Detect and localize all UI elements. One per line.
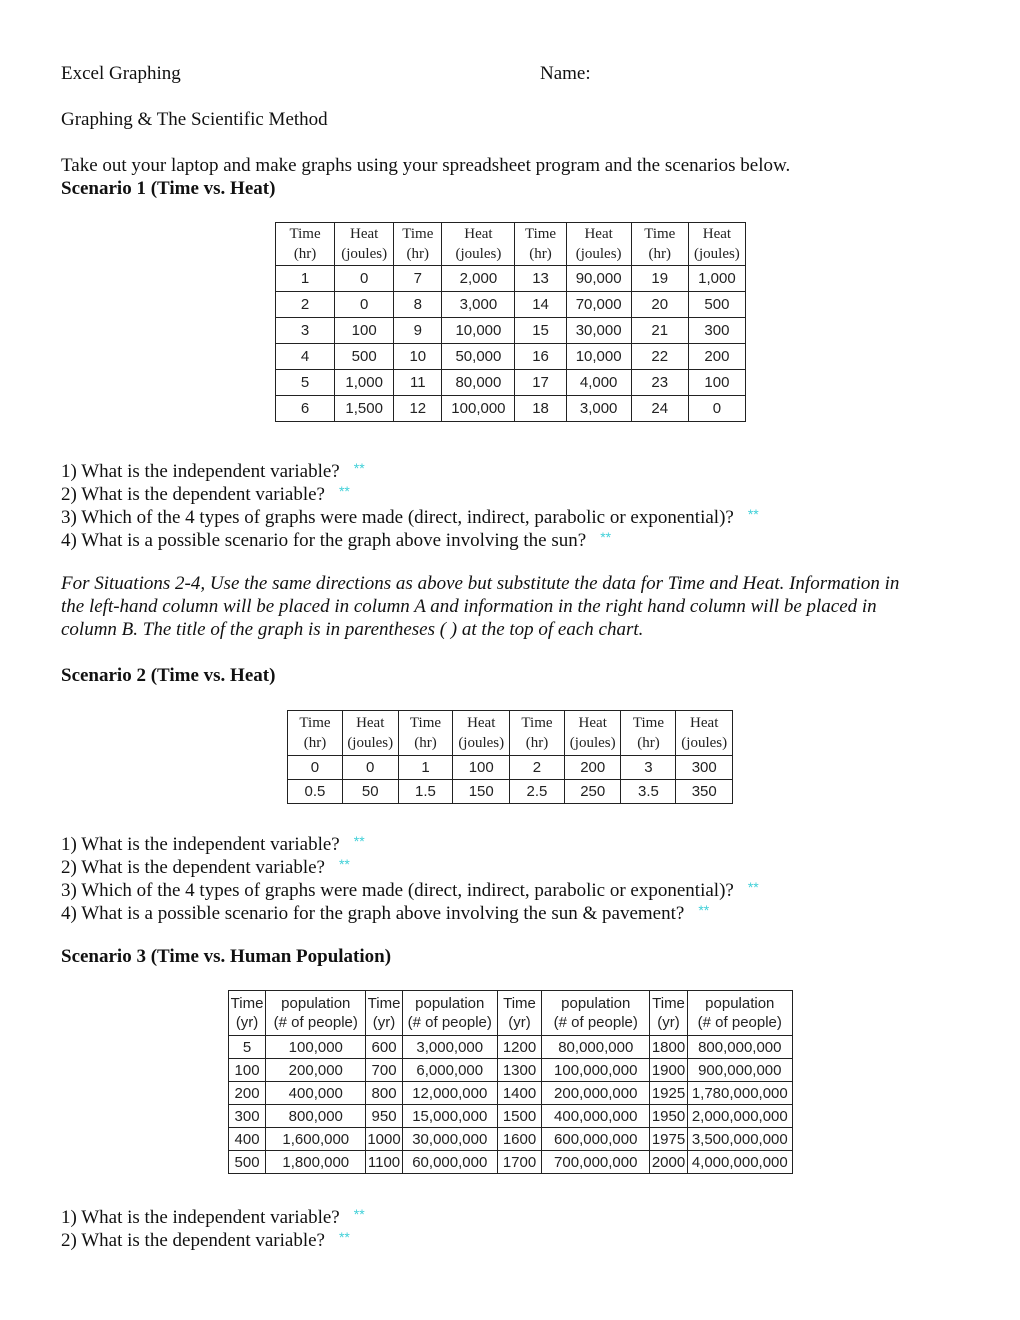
table-cell: 600 bbox=[366, 1036, 402, 1059]
column-header bbox=[335, 223, 394, 266]
column-header bbox=[394, 223, 442, 266]
answer-marker: ** bbox=[698, 902, 710, 918]
table-row bbox=[276, 344, 746, 370]
table-cell: 21 bbox=[631, 318, 688, 344]
column-header bbox=[542, 991, 650, 1036]
table-cell: 10,000 bbox=[442, 318, 515, 344]
table-cell: 2 bbox=[510, 756, 565, 780]
column-header bbox=[688, 223, 745, 266]
header-line: (# of people) bbox=[407, 1014, 492, 1031]
table-cell: 500 bbox=[335, 344, 394, 370]
table-cell: 300 bbox=[676, 756, 733, 780]
table-cell: 3,000,000 bbox=[402, 1036, 497, 1059]
question-2 bbox=[61, 1226, 350, 1252]
header-line: Time bbox=[644, 226, 676, 242]
column-header bbox=[650, 991, 687, 1036]
table-cell: 9 bbox=[394, 318, 442, 344]
table-cell: 400 bbox=[229, 1128, 266, 1151]
header-line: (hr) bbox=[529, 246, 552, 262]
table-cell: 1600 bbox=[497, 1128, 541, 1151]
table-cell: 11 bbox=[394, 370, 442, 396]
question-text: 2) What is the dependent variable? bbox=[61, 484, 325, 505]
table-cell: 3,000 bbox=[566, 396, 631, 422]
table-row bbox=[276, 318, 746, 344]
table-cell: 3 bbox=[276, 318, 335, 344]
header-line: Heat bbox=[356, 715, 385, 731]
header-line: (hr) bbox=[414, 735, 437, 751]
table-cell: 600,000,000 bbox=[542, 1128, 650, 1151]
question-4 bbox=[61, 899, 709, 925]
table-cell: 700,000,000 bbox=[542, 1151, 650, 1174]
answer-marker: ** bbox=[353, 1206, 365, 1222]
header-line: Heat bbox=[584, 226, 613, 242]
doc-subtitle: Graphing & The Scientific Method bbox=[61, 109, 328, 130]
header-line: Time bbox=[521, 715, 553, 731]
header-line: Time bbox=[503, 995, 536, 1012]
column-header bbox=[515, 223, 566, 266]
table-cell: 100 bbox=[453, 756, 510, 780]
header-line: Time bbox=[367, 995, 401, 1012]
header-line: Time bbox=[230, 995, 264, 1012]
scenario1-title: Scenario 1 (Time vs. Heat) bbox=[61, 178, 276, 199]
table-cell: 900,000,000 bbox=[687, 1059, 792, 1082]
table-cell: 400,000 bbox=[266, 1082, 366, 1105]
table-cell: 100 bbox=[335, 318, 394, 344]
table-cell: 6,000,000 bbox=[402, 1059, 497, 1082]
table-cell: 3,000 bbox=[442, 292, 515, 318]
table-cell: 1.5 bbox=[398, 780, 453, 804]
table-cell: 250 bbox=[564, 780, 621, 804]
column-header bbox=[497, 991, 541, 1036]
header-line: population bbox=[561, 995, 631, 1012]
table-row bbox=[229, 1059, 793, 1082]
table-row bbox=[288, 780, 733, 804]
column-header bbox=[342, 711, 398, 756]
table-cell: 200 bbox=[564, 756, 621, 780]
table-cell: 4 bbox=[276, 344, 335, 370]
table-cell: 2,000,000,000 bbox=[687, 1105, 792, 1128]
scenario2-table bbox=[287, 710, 733, 804]
column-header bbox=[366, 991, 402, 1036]
table-cell: 0 bbox=[335, 292, 394, 318]
table-cell: 1200 bbox=[497, 1036, 541, 1059]
answer-marker: ** bbox=[338, 483, 350, 499]
table-cell: 1300 bbox=[497, 1059, 541, 1082]
table-cell: 6 bbox=[276, 396, 335, 422]
table-cell: 80,000,000 bbox=[542, 1036, 650, 1059]
answer-marker: ** bbox=[353, 460, 365, 476]
header-row bbox=[288, 711, 733, 756]
table-cell: 100,000,000 bbox=[542, 1059, 650, 1082]
table-cell: 100 bbox=[688, 370, 745, 396]
table-cell: 800 bbox=[366, 1082, 402, 1105]
table-cell: 400,000,000 bbox=[542, 1105, 650, 1128]
table-cell: 1,780,000,000 bbox=[687, 1082, 792, 1105]
table-cell: 24 bbox=[631, 396, 688, 422]
table-cell: 1000 bbox=[366, 1128, 402, 1151]
column-header bbox=[229, 991, 266, 1036]
table-cell: 1,800,000 bbox=[266, 1151, 366, 1174]
table-cell: 60,000,000 bbox=[402, 1151, 497, 1174]
table-cell: 30,000,000 bbox=[402, 1128, 497, 1151]
question-text: 3) Which of the 4 types of graphs were made (direct, indirect, parabolic or exponential)? bbox=[61, 507, 734, 528]
column-header bbox=[510, 711, 565, 756]
table-cell: 1,000 bbox=[335, 370, 394, 396]
header-line: (hr) bbox=[525, 735, 549, 751]
table-row bbox=[229, 1151, 793, 1174]
table-cell: 0 bbox=[688, 396, 745, 422]
header-line: (hr) bbox=[303, 735, 327, 751]
header-line: Time bbox=[524, 226, 557, 242]
question-text: 1) What is the independent variable? bbox=[61, 461, 340, 482]
table-cell: 100,000 bbox=[442, 396, 515, 422]
table-cell: 1500 bbox=[497, 1105, 541, 1128]
header-line: (joules) bbox=[455, 246, 502, 262]
header-line: population bbox=[281, 995, 351, 1012]
table-cell: 3 bbox=[621, 756, 676, 780]
column-header bbox=[621, 711, 676, 756]
table-cell: 90,000 bbox=[566, 266, 631, 292]
table-cell: 4,000 bbox=[566, 370, 631, 396]
table-cell: 14 bbox=[515, 292, 566, 318]
question-text: 4) What is a possible scenario for the graph above involving the sun & pavement? bbox=[61, 903, 685, 924]
column-header bbox=[266, 991, 366, 1036]
instructions-line-3: column B. The title of the graph is in parentheses ( ) at the top of each chart. bbox=[61, 619, 644, 640]
table-cell: 19 bbox=[631, 266, 688, 292]
question-text: 1) What is the independent variable? bbox=[61, 834, 340, 855]
question-text: 2) What is the dependent variable? bbox=[61, 857, 325, 878]
table-cell: 2000 bbox=[650, 1151, 687, 1174]
table-cell: 2,000 bbox=[442, 266, 515, 292]
header-line: Heat bbox=[690, 715, 719, 731]
instructions-line-1: For Situations 2-4, Use the same directions as above but substitute the data for Time and Heat. Information in bbox=[61, 573, 900, 594]
table-cell: 18 bbox=[515, 396, 566, 422]
header-line: (joules) bbox=[569, 735, 616, 751]
table-row bbox=[276, 292, 746, 318]
table-cell: 200 bbox=[688, 344, 745, 370]
table-cell: 23 bbox=[631, 370, 688, 396]
header-line: (joules) bbox=[458, 735, 505, 751]
table-cell: 1 bbox=[276, 266, 335, 292]
table-cell: 1400 bbox=[497, 1082, 541, 1105]
table-cell: 13 bbox=[515, 266, 566, 292]
table-cell: 0 bbox=[335, 266, 394, 292]
question-text: 4) What is a possible scenario for the graph above involving the sun? bbox=[61, 530, 587, 551]
header-line: (hr) bbox=[406, 246, 430, 262]
answer-marker: ** bbox=[600, 529, 612, 545]
table-cell: 50 bbox=[342, 780, 398, 804]
table-cell: 200,000,000 bbox=[542, 1082, 650, 1105]
header-line: (joules) bbox=[681, 735, 728, 751]
header-line: Time bbox=[652, 995, 685, 1012]
table-row bbox=[276, 370, 746, 396]
column-header bbox=[687, 991, 792, 1036]
question-4 bbox=[61, 526, 611, 552]
table-cell: 300 bbox=[229, 1105, 266, 1128]
table-row bbox=[229, 1036, 793, 1059]
column-header bbox=[564, 711, 621, 756]
table-row bbox=[229, 1128, 793, 1151]
header-line: (# of people) bbox=[553, 1014, 638, 1031]
table-cell: 1950 bbox=[650, 1105, 687, 1128]
header-line: (joules) bbox=[693, 246, 740, 262]
table-cell: 0.5 bbox=[288, 780, 343, 804]
table-cell: 50,000 bbox=[442, 344, 515, 370]
table-cell: 0 bbox=[342, 756, 398, 780]
table-cell: 5 bbox=[229, 1036, 266, 1059]
header-line: (joules) bbox=[575, 246, 622, 262]
table-cell: 200 bbox=[229, 1082, 266, 1105]
table-cell: 7 bbox=[394, 266, 442, 292]
table-cell: 12,000,000 bbox=[402, 1082, 497, 1105]
header-line: Heat bbox=[467, 715, 496, 731]
table-cell: 17 bbox=[515, 370, 566, 396]
table-cell: 70,000 bbox=[566, 292, 631, 318]
table-cell: 0 bbox=[288, 756, 343, 780]
table-cell: 2.5 bbox=[510, 780, 565, 804]
header-line: Heat bbox=[350, 226, 379, 242]
scenario3-title: Scenario 3 (Time vs. Human Population) bbox=[61, 946, 392, 967]
header-line: Heat bbox=[464, 226, 493, 242]
scenario1-table bbox=[275, 222, 746, 422]
table-cell: 16 bbox=[515, 344, 566, 370]
question-text: 2) What is the dependent variable? bbox=[61, 1230, 325, 1251]
answer-marker: ** bbox=[747, 879, 759, 895]
table-cell: 80,000 bbox=[442, 370, 515, 396]
table-cell: 5 bbox=[276, 370, 335, 396]
table-cell: 15,000,000 bbox=[402, 1105, 497, 1128]
answer-marker: ** bbox=[747, 506, 759, 522]
header-line: Time bbox=[409, 715, 442, 731]
table-cell: 1 bbox=[398, 756, 453, 780]
header-line: Time bbox=[402, 226, 434, 242]
table-cell: 4,000,000,000 bbox=[687, 1151, 792, 1174]
header-line: Time bbox=[299, 715, 331, 731]
column-header bbox=[442, 223, 515, 266]
table-cell: 500 bbox=[688, 292, 745, 318]
table-cell: 12 bbox=[394, 396, 442, 422]
header-line: Time bbox=[632, 715, 665, 731]
header-line: population bbox=[705, 995, 775, 1012]
doc-title: Excel Graphing bbox=[61, 63, 181, 84]
column-header bbox=[631, 223, 688, 266]
table-cell: 100 bbox=[229, 1059, 266, 1082]
answer-marker: ** bbox=[338, 856, 350, 872]
header-line: (hr) bbox=[648, 246, 671, 262]
table-cell: 1700 bbox=[497, 1151, 541, 1174]
column-header bbox=[676, 711, 733, 756]
header-line: (hr) bbox=[637, 735, 660, 751]
table-row bbox=[276, 266, 746, 292]
column-header bbox=[402, 991, 497, 1036]
table-row bbox=[229, 1082, 793, 1105]
table-cell: 1900 bbox=[650, 1059, 687, 1082]
intro-text: Take out your laptop and make graphs using your spreadsheet program and the scenarios below. bbox=[61, 155, 791, 176]
table-cell: 20 bbox=[631, 292, 688, 318]
header-row bbox=[229, 991, 793, 1036]
table-cell: 1,600,000 bbox=[266, 1128, 366, 1151]
table-cell: 1800 bbox=[650, 1036, 687, 1059]
table-cell: 950 bbox=[366, 1105, 402, 1128]
header-line: (joules) bbox=[341, 246, 388, 262]
header-line: (yr) bbox=[508, 1014, 531, 1031]
table-row bbox=[229, 1105, 793, 1128]
header-line: (yr) bbox=[657, 1014, 680, 1031]
question-text: 1) What is the independent variable? bbox=[61, 1207, 340, 1228]
table-cell: 100,000 bbox=[266, 1036, 366, 1059]
scenario3-table bbox=[228, 990, 793, 1174]
table-cell: 700 bbox=[366, 1059, 402, 1082]
name-label: Name: bbox=[540, 63, 591, 84]
column-header bbox=[453, 711, 510, 756]
scenario2-title: Scenario 2 (Time vs. Heat) bbox=[61, 665, 276, 686]
column-header bbox=[398, 711, 453, 756]
table-cell: 500 bbox=[229, 1151, 266, 1174]
header-line: Heat bbox=[702, 226, 732, 242]
table-cell: 300 bbox=[688, 318, 745, 344]
header-line: (# of people) bbox=[697, 1014, 782, 1031]
instructions-line-2: the left-hand column will be placed in column A and information in the right hand column will be placed in bbox=[61, 596, 877, 617]
table-cell: 350 bbox=[676, 780, 733, 804]
header-line: Time bbox=[289, 226, 321, 242]
header-line: (joules) bbox=[347, 735, 394, 751]
table-cell: 150 bbox=[453, 780, 510, 804]
table-cell: 3.5 bbox=[621, 780, 676, 804]
answer-marker: ** bbox=[353, 833, 365, 849]
table-cell: 30,000 bbox=[566, 318, 631, 344]
table-cell: 3,500,000,000 bbox=[687, 1128, 792, 1151]
header-line: (yr) bbox=[235, 1014, 259, 1031]
table-cell: 1,500 bbox=[335, 396, 394, 422]
table-cell: 1975 bbox=[650, 1128, 687, 1151]
table-cell: 22 bbox=[631, 344, 688, 370]
table-cell: 2 bbox=[276, 292, 335, 318]
table-cell: 10 bbox=[394, 344, 442, 370]
header-line: (hr) bbox=[293, 246, 317, 262]
table-cell: 800,000 bbox=[266, 1105, 366, 1128]
header-line: Heat bbox=[578, 715, 607, 731]
header-line: (# of people) bbox=[273, 1014, 358, 1031]
header-line: (yr) bbox=[372, 1014, 396, 1031]
answer-marker: ** bbox=[338, 1229, 350, 1245]
question-text: 3) Which of the 4 types of graphs were made (direct, indirect, parabolic or exponential)? bbox=[61, 880, 734, 901]
table-cell: 10,000 bbox=[566, 344, 631, 370]
table-cell: 1100 bbox=[366, 1151, 402, 1174]
table-cell: 8 bbox=[394, 292, 442, 318]
header-line: population bbox=[415, 995, 485, 1012]
table-cell: 15 bbox=[515, 318, 566, 344]
column-header bbox=[566, 223, 631, 266]
table-row bbox=[288, 756, 733, 780]
header-row bbox=[276, 223, 746, 266]
table-cell: 1,000 bbox=[688, 266, 745, 292]
table-cell: 200,000 bbox=[266, 1059, 366, 1082]
table-cell: 1925 bbox=[650, 1082, 687, 1105]
column-header bbox=[276, 223, 335, 266]
table-cell: 800,000,000 bbox=[687, 1036, 792, 1059]
column-header bbox=[288, 711, 343, 756]
table-row bbox=[276, 396, 746, 422]
